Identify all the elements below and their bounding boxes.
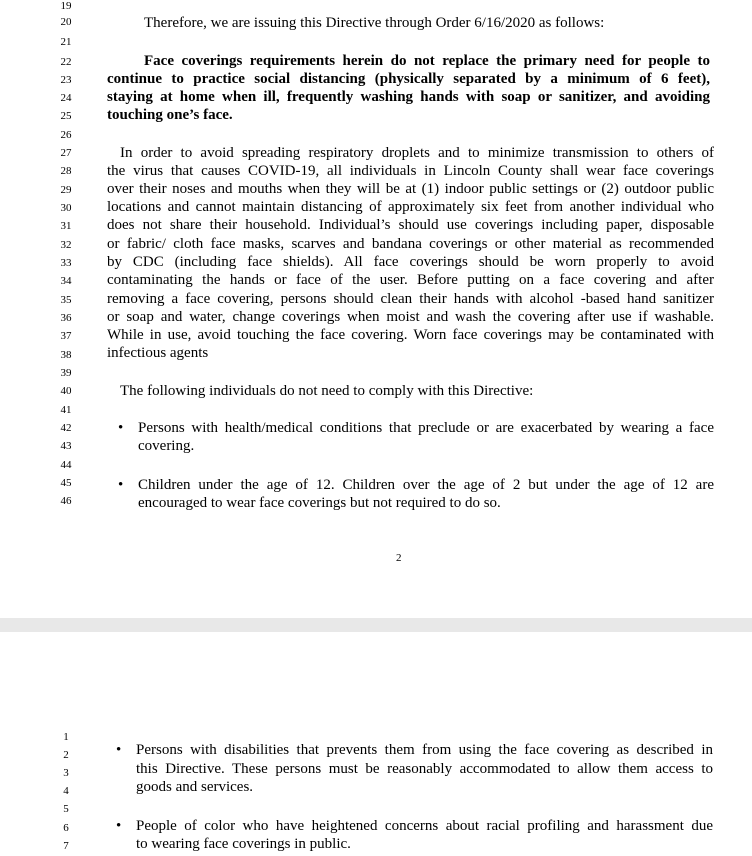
text-line: infectious agents (107, 345, 209, 361)
text-line: by CDC (including face shields). All face coverings should be worn properly to avoid (107, 254, 714, 270)
text-line: locations and cannot maintain distancing of approximately six feet from another individual who (107, 199, 714, 215)
line-number: 42 (60, 422, 72, 434)
document-page-3 (0, 632, 752, 856)
text-line: contaminating the hands or face of the user. Before putting on a face covering and after (107, 272, 714, 288)
line-number: 40 (60, 385, 72, 397)
line-number: 28 (60, 165, 72, 177)
line-number: 21 (60, 36, 72, 48)
text-line: staying at home when ill, frequently washing hands with soap or sanitizer, and avoiding (107, 89, 710, 105)
text-line: goods and services. (136, 779, 254, 795)
line-number: 24 (60, 92, 72, 104)
text-line: Children under the age of 12. Children over the age of 2 but under the age of 12 are (138, 477, 714, 493)
text-line: or fabric/ cloth face masks, scarves and bandana coverings or other material as recommended (107, 236, 714, 252)
line-number: 33 (60, 257, 72, 269)
line-number: 37 (60, 330, 72, 342)
text-line: removing a face covering, persons should clean their hands with alcohol -based hand sanitizer (107, 291, 714, 307)
line-number: 4 (63, 785, 69, 797)
page-separator (0, 618, 752, 632)
bullet-glyph: • (116, 742, 122, 758)
line-number: 45 (60, 477, 72, 489)
bullet-glyph: • (116, 818, 122, 834)
line-number: 32 (60, 239, 72, 251)
text-line: Persons with disabilities that prevents them from using the face covering as described in (136, 742, 713, 758)
line-number: 1 (63, 731, 69, 743)
line-number: 20 (60, 16, 72, 28)
text-line: encouraged to wear face coverings but not required to do so. (138, 495, 501, 511)
line-number: 39 (60, 367, 72, 379)
line-number: 29 (60, 184, 72, 196)
text-line: Persons with health/medical conditions that preclude or are exacerbated by wearing a face (138, 420, 714, 436)
line-number: 19 (60, 0, 72, 12)
line-number: 5 (63, 803, 69, 815)
text-line: continue to practice social distancing (physically separated by a minimum of 6 feet), (107, 71, 710, 87)
text-line: covering. (138, 438, 195, 454)
text-line: touching one’s face. (107, 107, 233, 123)
line-number: 25 (60, 110, 72, 122)
line-number: 23 (60, 74, 72, 86)
line-number: 31 (60, 220, 72, 232)
intro-sentence: Therefore, we are issuing this Directive through Order 6/16/2020 as follows: (144, 15, 605, 31)
line-number: 2 (63, 749, 69, 761)
text-line: over their noses and mouths when they will be at (1) indoor public settings or (2) outdoor public (107, 181, 714, 197)
line-number: 26 (60, 129, 72, 141)
line-number: 35 (60, 294, 72, 306)
line-number: 46 (60, 495, 72, 507)
text-line: this Directive. These persons must be reasonably accommodated to allow them access to (136, 761, 713, 777)
line-number: 36 (60, 312, 72, 324)
line-number: 3 (63, 767, 69, 779)
text-line: People of color who have heightened concerns about racial profiling and harassment due (136, 818, 713, 834)
line-number: 30 (60, 202, 72, 214)
text-line: Face coverings requirements herein do not replace the primary need for people to (144, 53, 710, 69)
text-line: While in use, avoid touching the face covering. Worn face coverings may be contaminated with (107, 327, 714, 343)
line-number: 6 (63, 822, 69, 834)
line-number: 27 (60, 147, 72, 159)
line-number: 44 (60, 459, 72, 471)
line-number: 22 (60, 56, 72, 68)
exemption-intro: The following individuals do not need to comply with this Directive: (120, 383, 534, 399)
text-line: or soap and water, change coverings when moist and wash the covering after use if washable. (107, 309, 714, 325)
text-line: the virus that causes COVID-19, all individuals in Lincoln County shall wear face coverings (107, 163, 714, 179)
bullet-glyph: • (118, 420, 124, 436)
line-number: 34 (60, 275, 72, 287)
text-line: to wearing face coverings in public. (136, 836, 351, 852)
page-number: 2 (396, 552, 402, 564)
line-number: 7 (63, 840, 69, 852)
line-number: 38 (60, 349, 72, 361)
text-line: does not share their household. Individual’s should use coverings including paper, disposable (107, 217, 714, 233)
text-line: In order to avoid spreading respiratory droplets and to minimize transmission to others of (120, 145, 714, 161)
line-number: 43 (60, 440, 72, 452)
bullet-glyph: • (118, 477, 124, 493)
line-number: 41 (60, 404, 72, 416)
